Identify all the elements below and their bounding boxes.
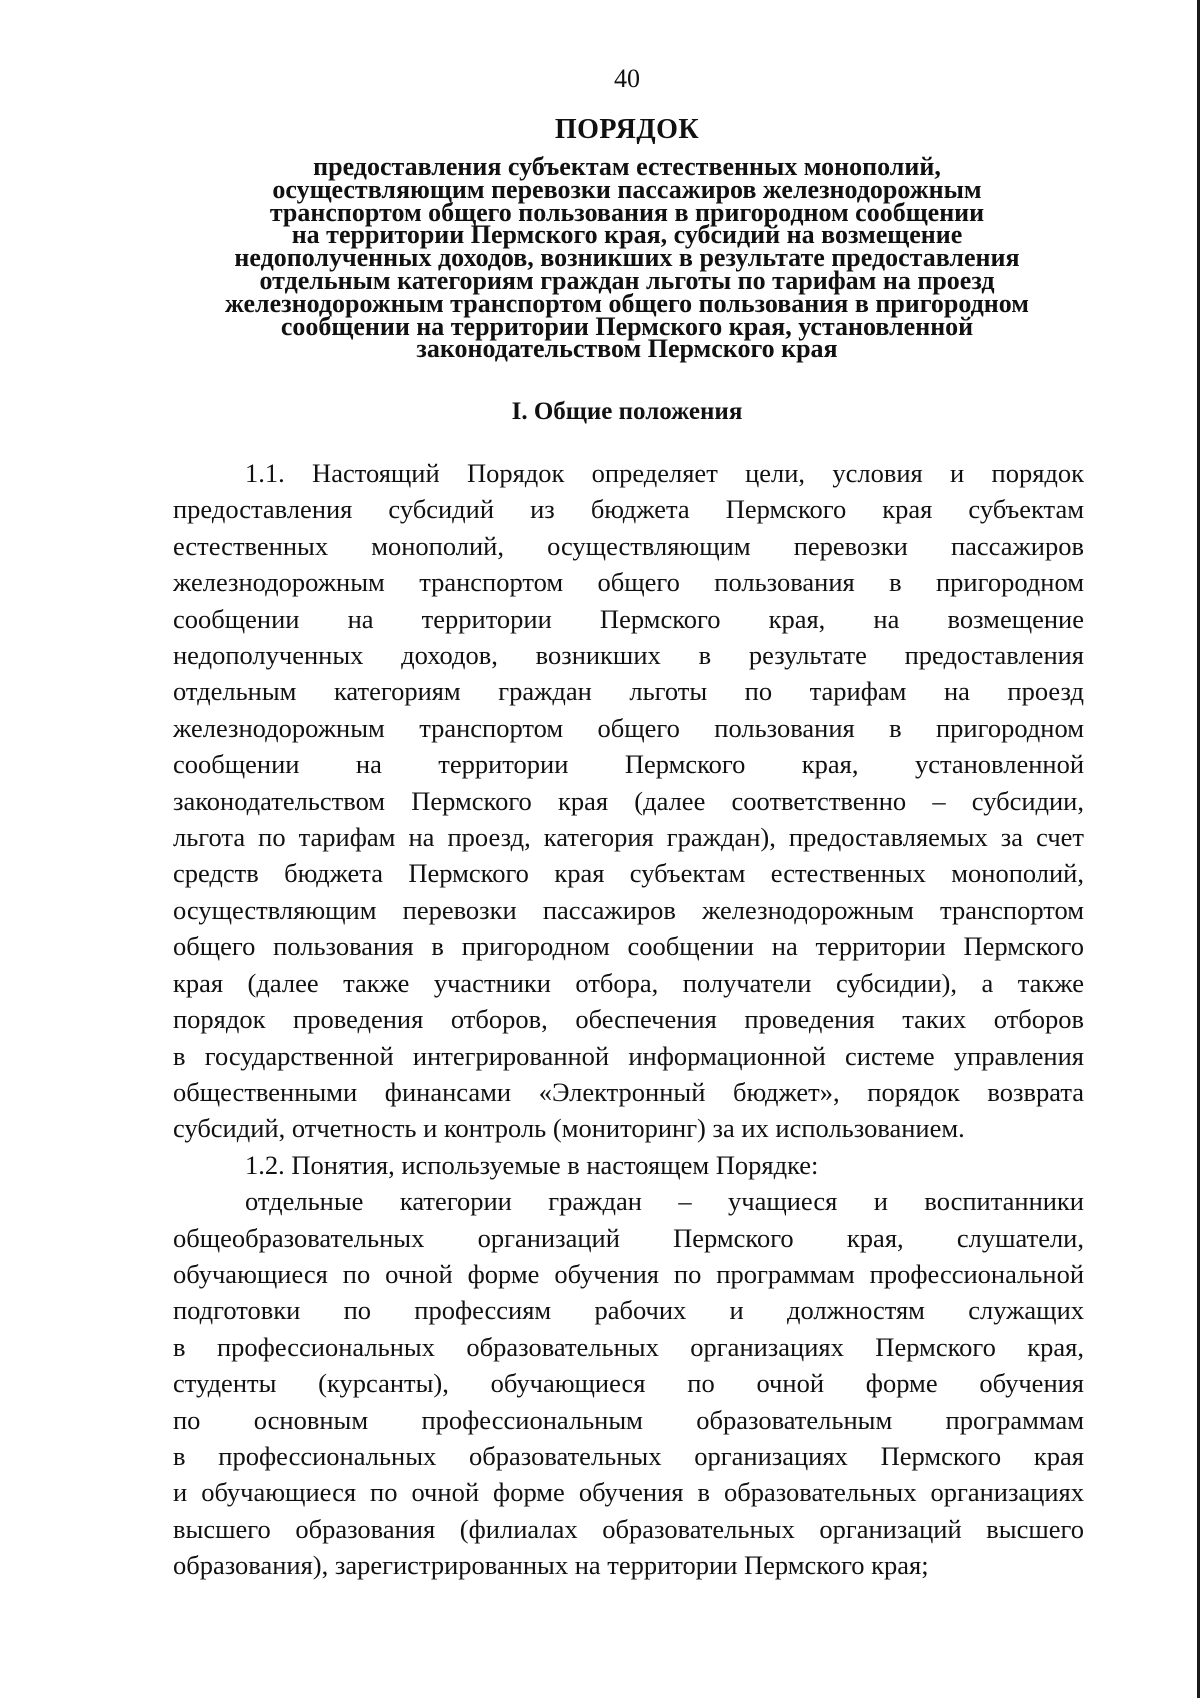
paragraph-line: общеобразовательных организаций Пермского края, слушатели, — [173, 1222, 1084, 1253]
body-text — [173, 455, 1084, 1584]
page-number: 40 — [614, 64, 640, 93]
paragraph-line: общественными финансами «Электронный бюджет», порядок возврата — [173, 1076, 1084, 1107]
subtitle-line: железнодорожным транспортом общего пользования в пригородном — [225, 288, 1029, 318]
paragraph-line: естественных монополий, осуществляющим перевозки пассажиров — [173, 530, 1084, 561]
paragraph-line: субсидий, отчетность и контроль (мониторинг) за их использованием. — [173, 1113, 965, 1144]
subtitle-line: транспортом общего пользования в пригородном сообщении — [269, 197, 985, 227]
paragraph-line: железнодорожным транспортом общего пользования в пригородном — [173, 567, 1084, 598]
paragraph-line: и обучающиеся по очной форме обучения в образовательных организациях — [173, 1477, 1084, 1508]
paragraph-line: недополученных доходов, возникших в результате предоставления — [173, 640, 1084, 671]
paragraph-line: порядок проведения отборов, обеспечения проведения таких отборов — [173, 1004, 1084, 1035]
paragraph-line: средств бюджета Пермского края субъектам естественных монополий, — [173, 858, 1084, 889]
subtitle-line: отдельным категориям граждан льготы по тарифам на проезд — [259, 265, 995, 295]
paragraph-line: в профессиональных образовательных организациях Пермского края — [173, 1440, 1084, 1471]
subtitle-line: недополученных доходов, возникших в результате предоставления — [234, 243, 1020, 273]
subtitle-line: законодательством Пермского края — [416, 334, 838, 364]
document-title: ПОРЯДОК — [554, 114, 700, 145]
paragraph-line: образования), зарегистрированных на территории Пермского края; — [173, 1550, 929, 1581]
paragraph-line: льгота по тарифам на проезд, категория граждан), предоставляемых за счет — [173, 822, 1084, 853]
subtitle-line: сообщении на территории Пермского края, установленной — [280, 311, 974, 341]
paragraph-line: осуществляющим перевозки пассажиров железнодорожным транспортом — [173, 894, 1084, 925]
subtitle-line: на территории Пермского края, субсидий на возмещение — [291, 220, 963, 250]
paragraph-line: железнодорожным транспортом общего пользования в пригородном — [173, 712, 1084, 743]
paragraph-line: сообщении на территории Пермского края, на возмещение — [173, 603, 1084, 634]
paragraph-line: 1.1. Настоящий Порядок определяет цели, условия и порядок — [245, 458, 1084, 488]
paragraph-line: сообщении на территории Пермского края, установленной — [173, 749, 1084, 780]
paragraph-line: общего пользования в пригородном сообщении на территории Пермского — [173, 931, 1084, 962]
paragraph-line: в государственной интегрированной информационной системе управления — [173, 1040, 1084, 1071]
paragraph-line: отдельные категории граждан – учащиеся и воспитанники — [245, 1186, 1084, 1217]
section-heading: I. Общие положения — [511, 398, 743, 425]
document-subtitle — [130, 152, 1124, 364]
paragraph-line: студенты (курсанты), обучающиеся по очной форме обучения — [173, 1368, 1084, 1399]
paragraph-line: в профессиональных образовательных организациях Пермского края, — [173, 1331, 1084, 1362]
subtitle-line: предоставления субъектам естественных монополий, — [313, 152, 941, 181]
paragraph-line: предоставления субсидий из бюджета Пермского края субъектам — [173, 494, 1084, 525]
paragraph-line: подготовки по профессиям рабочих и должностям служащих — [173, 1295, 1084, 1326]
subtitle-line: осуществляющим перевозки пассажиров железнодорожным — [272, 174, 982, 204]
paragraph-line: обучающиеся по очной форме обучения по программам профессиональной — [173, 1258, 1084, 1289]
paragraph-line: 1.2. Понятия, используемые в настоящем Порядке: — [245, 1149, 819, 1180]
paragraph-line: высшего образования (филиалах образовательных организаций высшего — [173, 1513, 1084, 1544]
paragraph-line: по основным профессиональным образовательным программам — [173, 1404, 1084, 1435]
paragraph-line: края (далее также участники отбора, получатели субсидии), а также — [173, 967, 1084, 998]
paragraph-line: законодательством Пермского края (далее соответственно – субсидии, — [173, 785, 1084, 816]
paragraph-line: отдельным категориям граждан льготы по тарифам на проезд — [173, 676, 1084, 707]
